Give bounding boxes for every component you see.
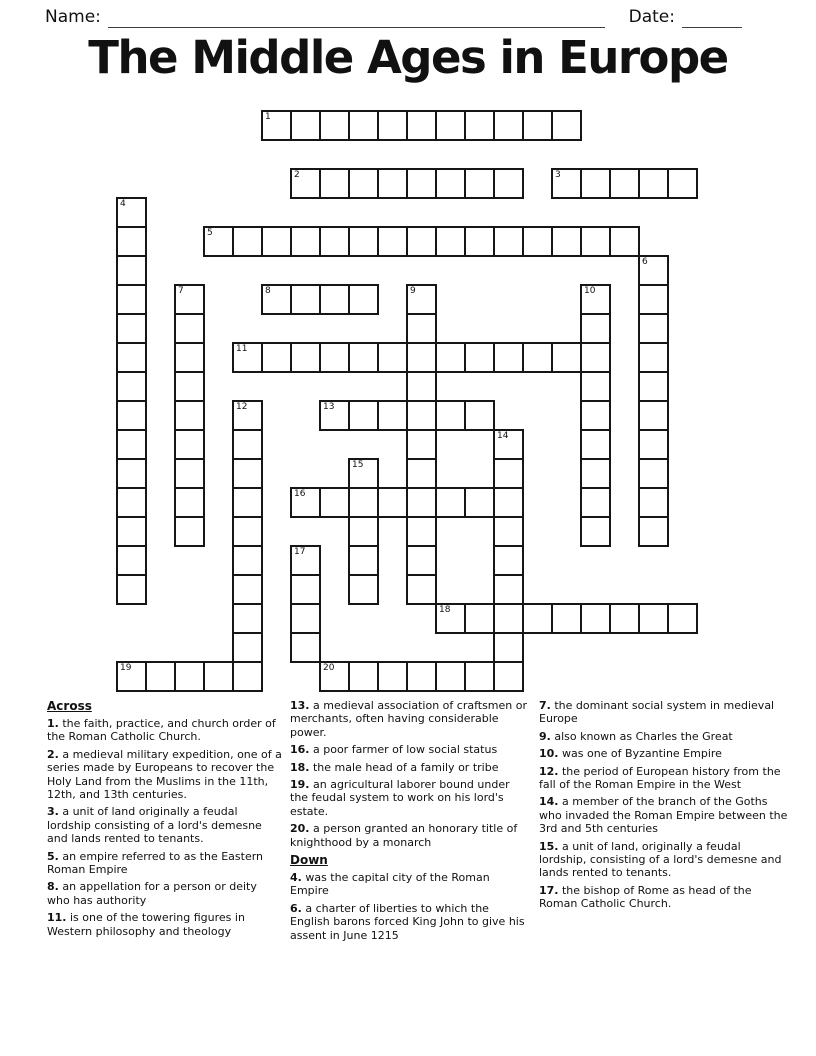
grid-cell[interactable] — [406, 168, 437, 199]
grid-cell[interactable] — [377, 168, 408, 199]
grid-cell[interactable] — [116, 429, 147, 460]
grid-cell[interactable] — [116, 545, 147, 576]
grid-cell[interactable] — [638, 342, 669, 373]
clue-number: 12. — [539, 764, 559, 778]
name-label: Name: — [45, 7, 101, 27]
grid-cell[interactable] — [116, 574, 147, 605]
grid-cell[interactable] — [348, 487, 379, 518]
grid-cell[interactable] — [493, 168, 524, 199]
grid-cell[interactable] — [638, 400, 669, 431]
grid-cell[interactable] — [232, 458, 263, 489]
grid-cell[interactable] — [203, 226, 234, 257]
grid-cell[interactable] — [493, 632, 524, 663]
clue-number: 3. — [47, 805, 59, 819]
cell-number: 2 — [294, 170, 300, 180]
grid-cell[interactable] — [290, 574, 321, 605]
grid-cell[interactable] — [493, 487, 524, 518]
grid-cell[interactable] — [174, 371, 205, 402]
clue-16: 16. a poor farmer of low social status — [290, 743, 498, 757]
grid-cell[interactable] — [174, 661, 205, 692]
cell-number: 4 — [120, 199, 126, 209]
clue-6: 6. a charter of liberties to which the English barons forced King John to give his assent in June 1215 — [290, 901, 525, 942]
clue-13: 13. a medieval association of craftsmen or merchants, often having considerable power. — [290, 699, 528, 739]
clue-14: 14. a member of the branch of the Goths who invaded the Roman Empire between the 3rd and 5th centuries — [539, 795, 788, 836]
grid-cell[interactable] — [522, 603, 553, 634]
clue-4: 4. was the capital city of the Roman Empire — [290, 871, 490, 898]
grid-cell[interactable] — [638, 603, 669, 634]
grid-cell[interactable] — [116, 516, 147, 547]
grid-cell[interactable] — [435, 110, 466, 141]
clue-3: 3. a unit of land originally a feudal lordship consisting of a lord's demesne and lands rented to tenants. — [47, 805, 262, 846]
grid-cell[interactable] — [435, 400, 466, 431]
grid-cell[interactable] — [406, 545, 437, 576]
grid-cell[interactable] — [174, 313, 205, 344]
grid-cell[interactable] — [580, 603, 611, 634]
grid-cell[interactable] — [464, 110, 495, 141]
grid-cell[interactable] — [667, 168, 698, 199]
cell-number: 8 — [265, 286, 271, 296]
grid-cell[interactable] — [174, 284, 205, 315]
clue-number: 7. — [539, 699, 551, 712]
clue-20: 20. a person granted an honorary title of knighthood by a monarch — [290, 822, 518, 849]
grid-cell[interactable] — [319, 661, 350, 692]
grid-cell[interactable] — [116, 284, 147, 315]
grid-cell[interactable] — [377, 487, 408, 518]
grid-cell[interactable] — [464, 603, 495, 634]
grid-cell[interactable] — [493, 429, 524, 460]
grid-cell[interactable] — [406, 487, 437, 518]
cell-number: 9 — [410, 286, 416, 296]
grid-cell[interactable] — [435, 168, 466, 199]
grid-cell[interactable] — [232, 226, 263, 257]
grid-cell[interactable] — [493, 342, 524, 373]
grid-cell[interactable] — [261, 110, 292, 141]
grid-cell[interactable] — [348, 400, 379, 431]
grid-cell[interactable] — [290, 284, 321, 315]
clue-section — [47, 699, 791, 946]
grid-cell[interactable] — [174, 342, 205, 373]
grid-cell[interactable] — [638, 487, 669, 518]
grid-cell[interactable] — [232, 342, 263, 373]
grid-cell[interactable] — [232, 516, 263, 547]
grid-cell[interactable] — [435, 661, 466, 692]
grid-cell[interactable] — [261, 284, 292, 315]
clue-5: 5. an empire referred to as the Eastern Roman Empire — [47, 849, 264, 877]
grid-cell[interactable] — [232, 661, 263, 692]
grid-cell[interactable] — [377, 661, 408, 692]
clue-15: 15. a unit of land, originally a feudal lordship, consisting of a lord's demesne and lands rented to tenants. — [539, 839, 782, 880]
clue-number: 14. — [539, 795, 559, 809]
cell-number: 7 — [178, 286, 184, 296]
grid-cell[interactable] — [348, 545, 379, 576]
grid-cell[interactable] — [493, 574, 524, 605]
grid-cell[interactable] — [145, 661, 176, 692]
grid-cell[interactable] — [406, 429, 437, 460]
grid-cell[interactable] — [551, 168, 582, 199]
grid-cell[interactable] — [203, 661, 234, 692]
grid-cell[interactable] — [232, 632, 263, 663]
grid-cell[interactable] — [638, 255, 669, 286]
page-title: The Middle Ages in Europe — [88, 31, 728, 84]
grid-cell[interactable] — [638, 458, 669, 489]
grid-cell[interactable] — [493, 603, 524, 634]
grid-cell[interactable] — [464, 487, 495, 518]
grid-cell[interactable] — [493, 458, 524, 489]
grid-cell[interactable] — [348, 574, 379, 605]
clue-number: 20. — [290, 822, 310, 836]
grid-cell[interactable] — [348, 458, 379, 489]
clue-number: 10. — [539, 747, 559, 761]
grid-cell[interactable] — [261, 226, 292, 257]
down-header: Down — [290, 853, 328, 868]
grid-cell[interactable] — [493, 516, 524, 547]
grid-cell[interactable] — [174, 458, 205, 489]
clue-number: 5. — [47, 849, 59, 863]
grid-cell[interactable] — [261, 342, 292, 373]
clue-1: 1. the faith, practice, and church order of the Roman Catholic Church. — [47, 717, 276, 744]
clue-12: 12. the period of European history from the fall of the Roman Empire in the West — [539, 764, 781, 792]
grid-cell[interactable] — [377, 400, 408, 431]
grid-cell[interactable] — [116, 661, 147, 692]
grid-cell[interactable] — [522, 226, 553, 257]
grid-cell[interactable] — [638, 313, 669, 344]
grid-cell[interactable] — [348, 226, 379, 257]
grid-cell[interactable] — [493, 110, 524, 141]
grid-cell[interactable] — [464, 226, 495, 257]
grid-cell[interactable] — [580, 487, 611, 518]
grid-cell[interactable] — [667, 603, 698, 634]
grid-cell[interactable] — [551, 226, 582, 257]
grid-cell[interactable] — [580, 429, 611, 460]
grid-cell[interactable] — [464, 342, 495, 373]
grid-cell[interactable] — [406, 458, 437, 489]
grid-cell[interactable] — [551, 342, 582, 373]
grid-cell[interactable] — [406, 313, 437, 344]
grid-cell[interactable] — [319, 342, 350, 373]
clue-number: 15. — [539, 839, 559, 853]
grid-cell[interactable] — [406, 661, 437, 692]
grid-cell[interactable] — [348, 342, 379, 373]
grid-cell[interactable] — [464, 400, 495, 431]
cell-number: 16 — [294, 489, 306, 499]
grid-cell[interactable] — [551, 110, 582, 141]
cell-number: 13 — [323, 402, 335, 412]
clue-11: 11. is one of the towering figures in Western philosophy and theology — [47, 911, 245, 938]
grid-cell[interactable] — [464, 168, 495, 199]
grid-cell[interactable] — [406, 284, 437, 315]
grid-cell[interactable] — [638, 168, 669, 199]
grid-cell[interactable] — [406, 226, 437, 257]
clue-number: 18. — [290, 760, 310, 774]
grid-cell[interactable] — [116, 487, 147, 518]
clue-column-3 — [539, 699, 791, 946]
grid-cell[interactable] — [116, 313, 147, 344]
cell-number: 17 — [294, 547, 306, 557]
clue-9: 9. also known as Charles the Great — [539, 729, 733, 743]
grid-cell[interactable] — [290, 603, 321, 634]
clue-number: 17. — [539, 883, 559, 897]
grid-cell[interactable] — [290, 487, 321, 518]
grid-cell[interactable] — [580, 226, 611, 257]
grid-cell[interactable] — [116, 197, 147, 228]
clue-number: 13. — [290, 699, 310, 712]
grid-cell[interactable] — [580, 284, 611, 315]
clue-number: 19. — [290, 778, 310, 792]
grid-cell[interactable] — [319, 487, 350, 518]
grid-cell[interactable] — [377, 342, 408, 373]
cell-number: 6 — [642, 257, 648, 267]
date-label: Date: — [628, 7, 675, 27]
cell-number: 20 — [323, 663, 335, 673]
grid-cell[interactable] — [290, 110, 321, 141]
grid-cell[interactable] — [319, 226, 350, 257]
cell-number: 3 — [555, 170, 561, 180]
grid-cell[interactable] — [406, 400, 437, 431]
clue-19: 19. an agricultural laborer bound under the feudal system to work on his lord's estate. — [290, 778, 510, 818]
grid-cell[interactable] — [638, 516, 669, 547]
grid-cell[interactable] — [580, 516, 611, 547]
grid-cell[interactable] — [609, 226, 640, 257]
clue-number: 11. — [47, 911, 67, 925]
grid-cell[interactable] — [377, 226, 408, 257]
grid-cell[interactable] — [348, 110, 379, 141]
grid-cell[interactable] — [493, 545, 524, 576]
cell-number: 5 — [207, 228, 213, 238]
clue-number: 6. — [290, 901, 302, 915]
grid-cell[interactable] — [580, 400, 611, 431]
grid-cell[interactable] — [435, 487, 466, 518]
clue-number: 4. — [290, 871, 302, 885]
grid-cell[interactable] — [348, 284, 379, 315]
clue-7: 7. the dominant social system in medieval Europe — [539, 699, 775, 726]
grid-cell[interactable] — [232, 487, 263, 518]
grid-cell[interactable] — [348, 516, 379, 547]
clue-number: 2. — [47, 747, 59, 761]
grid-cell[interactable] — [609, 168, 640, 199]
grid-cell[interactable] — [580, 313, 611, 344]
cell-number: 12 — [236, 402, 248, 412]
grid-cell[interactable] — [232, 603, 263, 634]
grid-cell[interactable] — [290, 226, 321, 257]
grid-cell[interactable] — [319, 400, 350, 431]
cell-number: 1 — [265, 112, 271, 122]
grid-cell[interactable] — [116, 458, 147, 489]
clue-column-2 — [290, 699, 531, 946]
grid-cell[interactable] — [377, 110, 408, 141]
clue-18: 18. the male head of a family or tribe — [290, 760, 499, 774]
clue-number: 1. — [47, 717, 59, 730]
grid-cell[interactable] — [116, 255, 147, 286]
grid-cell[interactable] — [522, 342, 553, 373]
grid-cell[interactable] — [493, 661, 524, 692]
grid-cell[interactable] — [290, 632, 321, 663]
grid-cell[interactable] — [174, 400, 205, 431]
grid-cell[interactable] — [232, 400, 263, 431]
grid-cell[interactable] — [174, 516, 205, 547]
grid-cell[interactable] — [406, 342, 437, 373]
clue-2: 2. a medieval military expedition, one of a series made by Europeans to recover the Holy Land from the Muslims in the 11th, 12th, and 13th centuries. — [47, 747, 282, 802]
cell-number: 14 — [497, 431, 509, 441]
clue-17: 17. the bishop of Rome as head of the Roman Catholic Church. — [539, 883, 752, 911]
grid-cell[interactable] — [116, 226, 147, 257]
grid-cell[interactable] — [522, 110, 553, 141]
grid-cell[interactable] — [116, 400, 147, 431]
grid-cell[interactable] — [319, 168, 350, 199]
clue-number: 8. — [47, 880, 59, 894]
grid-cell[interactable] — [435, 342, 466, 373]
clue-number: 16. — [290, 743, 310, 757]
grid-cell[interactable] — [580, 371, 611, 402]
grid-cell[interactable] — [638, 429, 669, 460]
grid-cell[interactable] — [290, 545, 321, 576]
cell-number: 11 — [236, 344, 248, 354]
grid-cell[interactable] — [406, 371, 437, 402]
clue-number: 9. — [539, 729, 551, 743]
grid-cell[interactable] — [435, 226, 466, 257]
grid-cell[interactable] — [406, 516, 437, 547]
grid-cell[interactable] — [116, 342, 147, 373]
grid-cell[interactable] — [290, 168, 321, 199]
grid-cell[interactable] — [609, 603, 640, 634]
grid-cell[interactable] — [319, 110, 350, 141]
cell-number: 15 — [352, 460, 364, 470]
grid-cell[interactable] — [348, 661, 379, 692]
clue-10: 10. was one of Byzantine Empire — [539, 747, 722, 761]
grid-cell[interactable] — [232, 429, 263, 460]
grid-cell[interactable] — [290, 342, 321, 373]
grid-cell[interactable] — [638, 284, 669, 315]
across-header: Across — [47, 699, 92, 713]
grid-cell[interactable] — [174, 429, 205, 460]
grid-cell[interactable] — [580, 168, 611, 199]
grid-cell[interactable] — [551, 603, 582, 634]
grid-cell[interactable] — [348, 168, 379, 199]
grid-cell[interactable] — [232, 574, 263, 605]
grid-cell[interactable] — [638, 371, 669, 402]
clue-8: 8. an appellation for a person or deity who has authority — [47, 880, 257, 907]
clue-column-1 — [47, 699, 282, 946]
grid-cell[interactable] — [319, 284, 350, 315]
grid-cell[interactable] — [174, 487, 205, 518]
grid-cell[interactable] — [406, 110, 437, 141]
grid-cell[interactable] — [406, 574, 437, 605]
cell-number: 10 — [584, 286, 596, 296]
grid-cell[interactable] — [116, 371, 147, 402]
cell-number: 18 — [439, 605, 451, 615]
grid-cell[interactable] — [580, 342, 611, 373]
grid-cell[interactable] — [464, 661, 495, 692]
grid-cell[interactable] — [232, 545, 263, 576]
grid-cell[interactable] — [580, 458, 611, 489]
cell-number: 19 — [120, 663, 132, 673]
grid-cell[interactable] — [493, 226, 524, 257]
grid-cell[interactable] — [435, 603, 466, 634]
